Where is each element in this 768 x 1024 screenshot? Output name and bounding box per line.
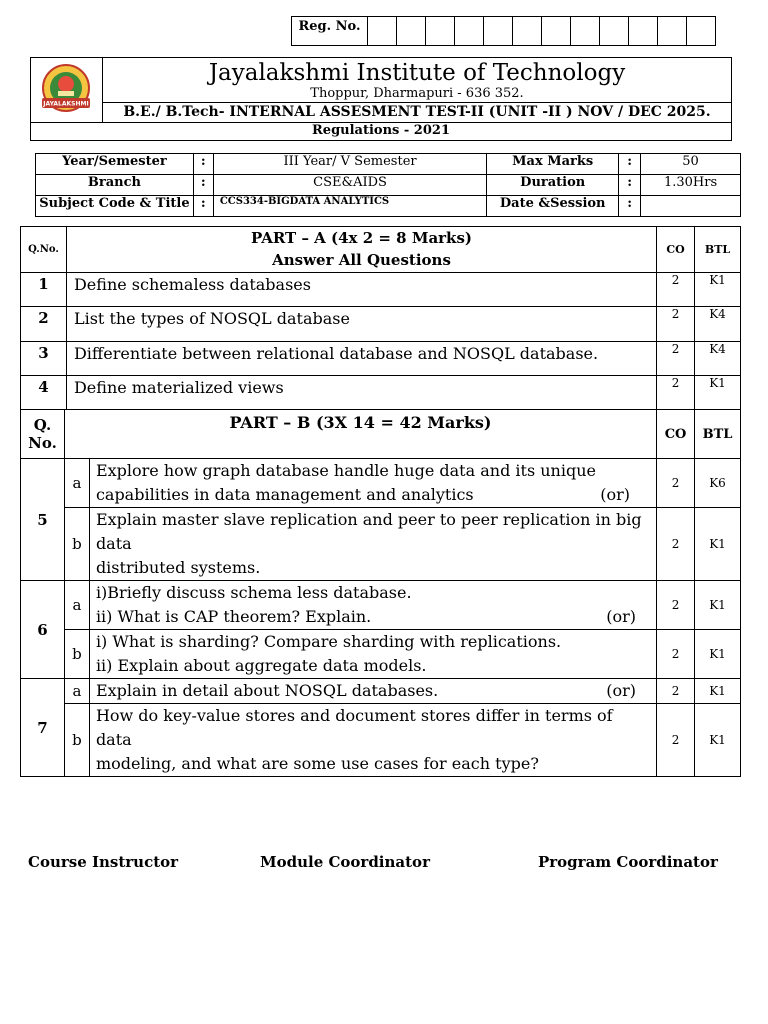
duration-value: 1.30Hrs — [641, 175, 741, 196]
table-row — [21, 307, 741, 342]
reg-no-box — [291, 16, 716, 46]
question-number: 1 — [21, 273, 67, 307]
part-a-subtitle: Answer All Questions — [272, 251, 451, 269]
svg-text:JAYALAKSHMI: JAYALAKSHMI — [43, 100, 89, 108]
question-number: 5 — [21, 459, 65, 581]
table-row — [21, 342, 741, 376]
co-header: CO — [657, 227, 695, 273]
btl-header: BTL — [695, 227, 741, 273]
question-line: ii) Explain about aggregate data models. — [95, 656, 427, 675]
or-label: (or) — [600, 485, 631, 504]
question-line: distributed systems. — [95, 558, 261, 577]
question-text: Define materialized views — [66, 376, 656, 410]
btl-value: K1 — [695, 376, 741, 410]
co-value: 2 — [657, 581, 695, 630]
question-text — [89, 704, 656, 777]
duration-label: Duration — [487, 175, 619, 196]
year-value: III Year/ V Semester — [213, 154, 486, 175]
part-a-table — [20, 226, 741, 410]
question-number: 3 — [21, 342, 67, 376]
sub-label: b — [64, 704, 89, 777]
reg-no-label: Reg. No. — [292, 17, 368, 46]
qno-header — [21, 410, 65, 459]
colon: : — [193, 175, 213, 196]
reg-no-cell — [513, 17, 542, 46]
colon: : — [619, 175, 641, 196]
question-text — [89, 581, 656, 630]
co-value: 2 — [657, 459, 695, 508]
btl-value: K1 — [695, 273, 741, 307]
co-value: 2 — [657, 273, 695, 307]
co-value: 2 — [657, 508, 695, 581]
part-b-table — [20, 409, 741, 777]
part-b-title: PART – B (3X 14 = 42 Marks) — [64, 410, 656, 459]
btl-value: K1 — [695, 704, 741, 777]
question-text — [89, 459, 656, 508]
table-row — [21, 630, 741, 679]
year-label: Year/Semester — [36, 154, 194, 175]
sub-label: a — [64, 459, 89, 508]
exam-title: B.E./ B.Tech- INTERNAL ASSESMENT TEST-II (UNIT -II ) NOV / DEC 2025. — [123, 104, 711, 120]
table-row — [21, 679, 741, 704]
question-text: List the types of NOSQL database — [66, 307, 656, 342]
colon: : — [619, 196, 641, 217]
reg-no-cell — [455, 17, 484, 46]
institute-header — [30, 57, 732, 141]
table-row — [21, 459, 741, 508]
qno-header: Q.No. — [21, 227, 67, 273]
co-header: CO — [657, 410, 695, 459]
logo-cell — [31, 58, 103, 122]
date-value — [641, 196, 741, 217]
question-number: 4 — [21, 376, 67, 410]
question-line: How do key-value stores and document stores differ in terms of data — [95, 706, 613, 749]
max-marks-value: 50 — [641, 154, 741, 175]
question-line: i) What is sharding? Compare sharding with replications. — [95, 632, 562, 651]
co-value: 2 — [657, 376, 695, 410]
btl-value: K1 — [695, 679, 741, 704]
btl-header: BTL — [695, 410, 741, 459]
branch-value: CSE&AIDS — [213, 175, 486, 196]
table-row — [21, 273, 741, 307]
or-label: (or) — [606, 681, 637, 700]
subject-label: Subject Code & Title — [36, 196, 194, 217]
institute-logo-icon — [31, 58, 102, 122]
qno-header-line1: Q. — [33, 416, 52, 434]
co-value: 2 — [657, 679, 695, 704]
qno-header-line2: No. — [28, 434, 57, 452]
question-line: Explore how graph database handle huge data and its unique — [95, 461, 596, 480]
program-coordinator-signature: Program Coordinator — [538, 853, 718, 871]
reg-no-cell — [426, 17, 455, 46]
exam-info-table — [35, 153, 741, 217]
sub-label: a — [64, 679, 89, 704]
question-number: 2 — [21, 307, 67, 342]
question-text — [89, 508, 656, 581]
btl-value: K4 — [695, 342, 741, 376]
btl-value: K1 — [695, 581, 741, 630]
max-marks-label: Max Marks — [487, 154, 619, 175]
colon: : — [193, 154, 213, 175]
co-value: 2 — [657, 630, 695, 679]
question-text: Define schemaless databases — [66, 273, 656, 307]
subject-value: CCS334-BIGDATA ANALYTICS — [213, 196, 486, 217]
reg-no-cell — [397, 17, 426, 46]
table-row — [21, 508, 741, 581]
part-a-title: PART – A (4x 2 = 8 Marks) — [251, 229, 472, 247]
date-label: Date &Session — [487, 196, 619, 217]
reg-no-cell — [600, 17, 629, 46]
sub-label: a — [64, 581, 89, 630]
colon: : — [619, 154, 641, 175]
question-line: i)Briefly discuss schema less database. — [95, 583, 412, 602]
or-label: (or) — [606, 607, 637, 626]
reg-no-cell — [629, 17, 658, 46]
question-text — [89, 630, 656, 679]
sub-label: b — [64, 630, 89, 679]
reg-no-cell — [658, 17, 687, 46]
btl-value: K1 — [695, 630, 741, 679]
co-value: 2 — [657, 704, 695, 777]
reg-no-cell — [368, 17, 397, 46]
question-text: Differentiate between relational database and NOSQL database. — [66, 342, 656, 376]
table-row — [21, 581, 741, 630]
co-value: 2 — [657, 342, 695, 376]
reg-no-cell — [542, 17, 571, 46]
reg-no-cell — [571, 17, 600, 46]
btl-value: K6 — [695, 459, 741, 508]
part-a-heading — [66, 227, 656, 273]
course-instructor-signature: Course Instructor — [28, 853, 179, 871]
colon: : — [193, 196, 213, 217]
table-row — [21, 376, 741, 410]
question-line: modeling, and what are some use cases for each type? — [95, 754, 539, 773]
institute-address: Thoppur, Dharmapuri - 636 352. — [310, 86, 524, 101]
branch-label: Branch — [36, 175, 194, 196]
sub-label: b — [64, 508, 89, 581]
co-value: 2 — [657, 307, 695, 342]
question-number: 6 — [21, 581, 65, 679]
question-line: ii) What is CAP theorem? Explain. — [95, 607, 372, 626]
institute-name: Jayalakshmi Institute of Technology — [208, 60, 626, 86]
question-number: 7 — [21, 679, 65, 777]
question-line: Explain in detail about NOSQL databases. — [95, 681, 439, 700]
question-text — [89, 679, 656, 704]
question-line: capabilities in data management and analytics — [95, 485, 474, 504]
reg-no-cell — [484, 17, 513, 46]
question-line: Explain master slave replication and peer to peer replication in big data — [95, 510, 642, 553]
module-coordinator-signature: Module Coordinator — [260, 853, 430, 871]
regulation: Regulations - 2021 — [312, 123, 450, 138]
btl-value: K1 — [695, 508, 741, 581]
btl-value: K4 — [695, 307, 741, 342]
table-row — [21, 704, 741, 777]
reg-no-cell — [687, 17, 716, 46]
